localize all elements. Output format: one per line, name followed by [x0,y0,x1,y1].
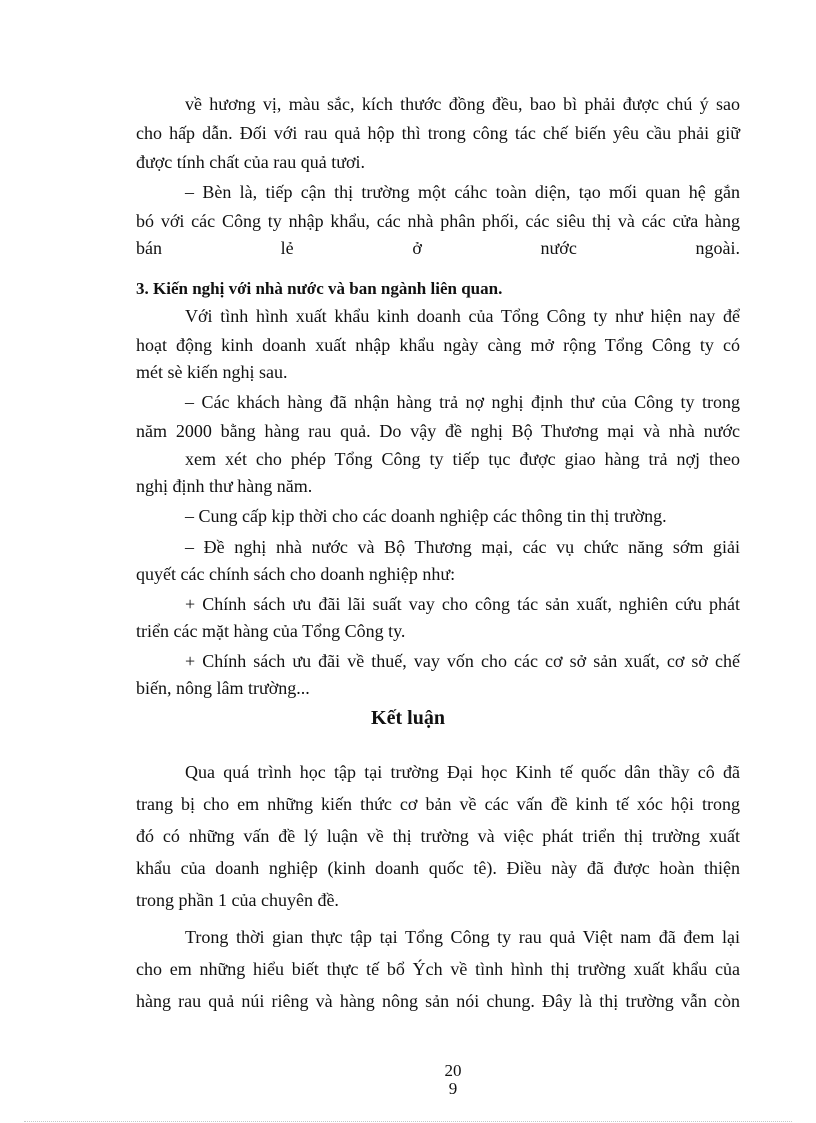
text-line: xem xét cho phép Tổng Công ty tiếp tục được giao hàng trả nợj theo [185,449,740,469]
text-line: cho em những hiểu biết thực tế bổ Ých về tình hình thị trường xuất khẩu của [136,959,740,979]
text-line: nghị định thư hàng năm. [136,476,313,496]
page-bottom-divider [24,1121,792,1122]
text-line: – Cung cấp kịp thời cho các doanh nghiệp các thông tin thị trường. [185,506,667,526]
text-line: hoạt động kinh doanh xuất nhập khẩu ngày càng mở rộng Tổng Công ty có [136,335,740,355]
text-line: triển các mặt hàng của Tổng Công ty. [136,621,406,641]
text-line: khẩu của doanh nghiệp (kinh doanh quốc tê). Điều này đã được hoàn thiện [136,858,740,878]
text-line: hàng rau quả núi riêng và hàng nông sản nói chung. Đây là thị trường vẫn còn [136,991,740,1011]
text-line: – Đề nghị nhà nước và Bộ Thương mại, các vụ chức năng sớm giải [185,537,740,557]
text-line: trang bị cho em những kiến thức cơ bản về các vấn đề kinh tế xóc hội trong [136,794,740,814]
text-line: quyết các chính sách cho doanh nghiệp như: [136,564,456,584]
text-line: cho hấp dẫn. Đối với rau quả hộp thì trong công tác chế biến yêu cầu phải giữ [136,123,740,143]
text-line: Trong thời gian thực tập tại Tổng Công ty rau quả Việt nam đã đem lại [185,927,740,947]
text-line: đó có những vấn đề lý luận về thị trường và việc phát triển thị trường xuất [136,826,740,846]
text-line: – Các khách hàng đã nhận hàng trả nợ nghị định thư của Công ty trong [185,392,740,412]
text-line: mét sè kiến nghị sau. [136,362,288,382]
text-line: – Bèn là, tiếp cận thị trường một cáhc toàn diện, tạo mối quan hệ gắn [185,182,740,202]
text-line: + Chính sách ưu đãi về thuế, vay vốn cho các cơ sở sản xuất, cơ sở chế [185,651,740,671]
text-line: được tính chất của rau quả tươi. [136,152,365,172]
text-line: Với tình hình xuất khẩu kinh doanh của Tổng Công ty như hiện nay để [185,306,740,326]
conclusion-heading: Kết luận [371,707,445,729]
page-number-line-2: 9 [448,1079,458,1098]
text-line: bán lẻ ở nước ngoài. [136,238,740,258]
text-line: biến, nông lâm trường... [136,678,310,698]
text-line: trong phần 1 của chuyên đề. [136,890,339,910]
text-line: bó với các Công ty nhập khẩu, các nhà phân phối, các siêu thị và các cửa hàng [136,211,740,231]
text-line: năm 2000 bằng hàng rau quả. Do vậy đề nghị Bộ Thương mại và nhà nước [136,421,740,441]
text-line: về hương vị, màu sắc, kích thước đồng đều, bao bì phải được chú ý sao [185,94,740,114]
text-line: + Chính sách ưu đãi lãi suất vay cho công tác sản xuất, nghiên cứu phát [185,594,740,614]
page-number-line-1: 20 [444,1061,462,1080]
text-line: Qua quá trình học tập tại trường Đại học Kinh tế quốc dân thầy cô đã [185,762,740,782]
section-title: 3. Kiến nghị với nhà nước và ban ngành liên quan. [136,279,503,298]
